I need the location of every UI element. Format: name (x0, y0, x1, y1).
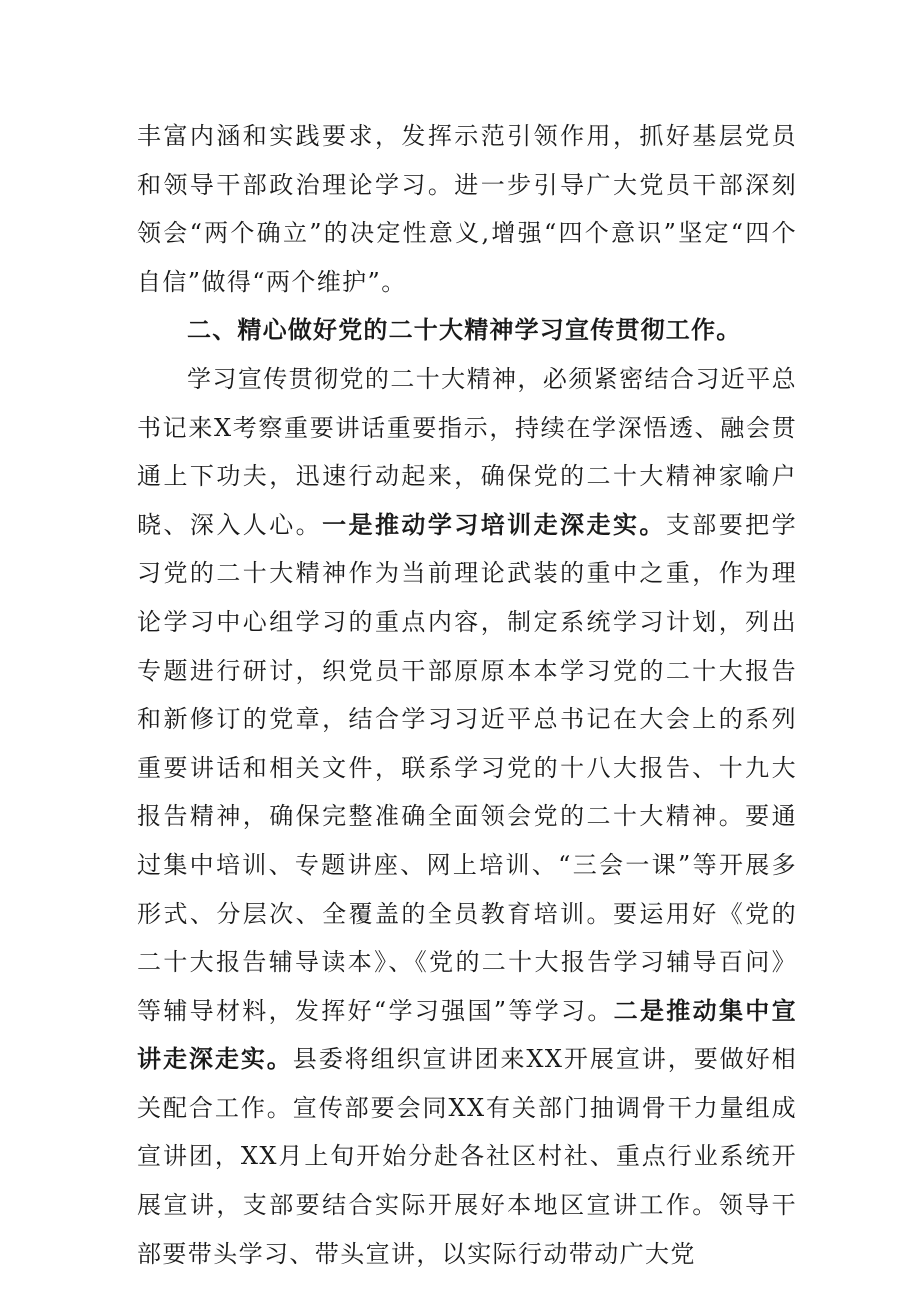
point-1-body: 支部要把学习党的二十大精神作为当前理论武装的重中之重，作为理论学习中心组学习的重点内容，制定系统学习计划，列出专题进行研讨，织党员干部原原本本学习党的二十大报告和新修订的党章，结合学习习近平总书记在大会上的系列重要讲话和相关文件，联系学习党的十八大报告、十九大报告精神，确保完整准确全面领会党的二十大精神。要通过集中培训、专题讲座、网上培训、“三会一课”等开展多形式、分层次、全覆盖的全员教育培训。要运用好《党的二十大报告辅导读本》、《党的二十大报告学习辅导百问》等辅导材料，发挥好“学习强国”等学习。 (137, 510, 797, 1025)
section-heading: 二、精心做好党的二十大精神学习宣传贯彻工作。 (187, 316, 742, 345)
document-page (137, 112, 797, 1278)
paragraph-intro: 学习宣传贯彻党的二十大精神，必须紧密结合习近平总书记来X考察重要讲话重要指示，持续在学深悟透、融会贯通上下功夫，迅速行动起来，确保党的二十大精神家喻户晓、深入人心。 (137, 364, 797, 539)
point-2-title: 二是推动集中宣讲走深走实。 (137, 996, 797, 1074)
point-2-body: 县委将组织宣讲团来XX开展宣讲，要做好相关配合工作。宣传部要会同XX有关部门抽调骨干力量组成宣讲团，XX月上旬开始分赴各社区村社、重点行业系统开展宣讲，支部要结合实际开展好本地区宣讲工作。领导干部要带头学习、带头宣讲，以实际行动带动广大党 (137, 1045, 798, 1268)
point-1-title: 一是推动学习培训走深走实。 (322, 510, 666, 539)
paragraph-continuation: 丰富内涵和实践要求，发挥示范引领作用，抓好基层党员和领导干部政治理论学习。进一步引导广大党员干部深刻领会“两个确立”的决定性意义,增强“四个意识”坚定“四个自信”做得“两个维护”。 (137, 122, 797, 296)
paragraph-body (137, 355, 797, 1278)
